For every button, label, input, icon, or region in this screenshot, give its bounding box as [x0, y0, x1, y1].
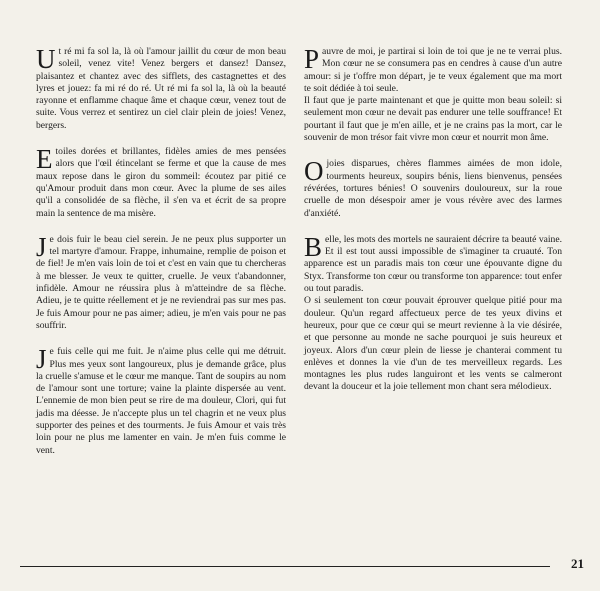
dropcap-e: E [36, 144, 53, 175]
paragraph-text: t ré mi fa sol la, là où l'amour jaillit du cœur de mon beau soleil, venez vite! Venez bergers et dansez! Dansez, plaisantez et chantez avec des sifflets, des castagnettes et des lyres et jouez: fa mi ré do ré. Ut ré mi fa sol la, là où la beauté rayonne et enflamme chaque âme et chaque cœur, venez tout de suite. Vous verrez et sentirez un ciel clair plein de joies! Venez, bergers. [36, 46, 286, 131]
paragraph-ut-re-mi [36, 46, 286, 132]
paragraph-text: auvre de moi, je partirai si loin de toi que je ne te verrai plus. Mon cœur ne se consumera pas en cendres à cause d'un autre amour: si je t'offre mon départ, je te veux également que ma mort te soit dédiée à toi seule. [304, 46, 562, 94]
paragraph-belle [304, 231, 562, 394]
paragraph-text: e dois fuir le beau ciel serein. Je ne peux plus supporter un tel martyre d'amour. Frappe, inhumaine, remplie de poison et de fiel! Je m'en vais loin de toi et c'est en vain que tu chercheras à me blesser. Je veux te quitter, cruelle. Je veux t'abandonner, infidèle. Amour ne réussira plus à m'atteindre de sa flèche. Adieu, je te quitte réellement et je ne reviendrai pas sur mes pas. Je fuis Amour pour ne pas aimer; adieu, je m'en vais pour ne pas souffrir. [36, 233, 286, 331]
paragraph-text: joies disparues, chères flammes aimées de mon idole, tourments heureux, soupirs bénis, liens bienvenus, pensées révérées, tortures bénies! O souvenirs douloureux, sur la roue cruelle de mon désespoir amer je vous révère avec des larmes d'anxiété. [304, 158, 562, 219]
right-column [304, 46, 562, 408]
paragraph-pauvre-de-moi [304, 46, 562, 144]
paragraph-text: Il faut que je parte maintenant et que je quitte mon beau soleil: si seulement mon cœur ne devait pas endurer une telle souffrance! Et pourtant il faut que je m'en aille, et je ne crains pas la mort, car le souvenir de mon trésor fait vivre mon cœur et nourrit mon âme. [304, 95, 562, 144]
paragraph-je-dois-fuir [36, 231, 286, 332]
paragraph-text: e fuis celle qui me fuit. Je n'aime plus celle qui me détruit. Plus mes yeux sont langoureux, plus je demande grâce, plus la cruelle s'amuse et le cœur me manque. Tant de soupirs au nom de l'amour sont une torture; vaine la plainte dispersée au vent. L'ennemie de mon bien peut se rire de ma douleur, Clori, qui fut jadis ma déesse. Je n'accepte plus un tel chagrin et ne veux plus supporter des peines et des tourments. Je fuis Amour et vais très loin pour ne plus me lamenter en vain. Je m'en fuis comme le vent. [36, 346, 286, 456]
paragraph-text: toiles dorées et brillantes, fidèles amies de mes pensées alors que l'œil étincelant se ferme et que la cause de mes maux repose dans le giron du sommeil: écoutez par pitié ce qu'Amour produit dans mon cœur. Avec la plume de ses ailes qu'il a consolidée de sa flèche, il s'en va et écrit de sa propre main la sentence de ma misère. [36, 146, 286, 219]
dropcap-u: U [36, 44, 56, 74]
paragraph-etoiles [36, 146, 286, 220]
dropcap-b: B [304, 231, 323, 262]
dropcap-o: O [304, 156, 324, 187]
paragraph-je-fuis-celle [36, 346, 286, 457]
footer-rule [20, 566, 550, 567]
paragraph-text: elle, les mots des mortels ne sauraient décrire ta beauté vaine. Et il est tout aussi impossible de s'imaginer ta cruauté. Ton apparence est un paradis mais ton cœur une épouvante digne du Styx. Transforme ton cœur ou transforme ton apparence: tout enfer ou tout paradis. [304, 233, 562, 295]
left-column [36, 46, 286, 471]
paragraph-o-joies [304, 158, 562, 219]
dropcap-j-2: J [36, 344, 47, 375]
dropcap-j: J [36, 231, 47, 262]
page-number: 21 [571, 556, 584, 571]
dropcap-p: P [304, 44, 320, 74]
paragraph-text: O si seulement ton cœur pouvait éprouver quelque pitié pour ma douleur. Qu'un regard affectueux perce de tes yeux divins et heureux, pour que ce cœur qui se meurt revienne à la vie désirée, et que personne au monde ne sache pourquoi je suis heureux et joyeux. Alors d'un cœur plein de liesse je chanterai comment tu enlèves et donnes la vie d'un de tes merveilleux regards. Les montagnes les plus rudes languiront et les vents se calmeront devant la douceur et la joie tellement mon chant sera mélodieux. [304, 295, 562, 393]
